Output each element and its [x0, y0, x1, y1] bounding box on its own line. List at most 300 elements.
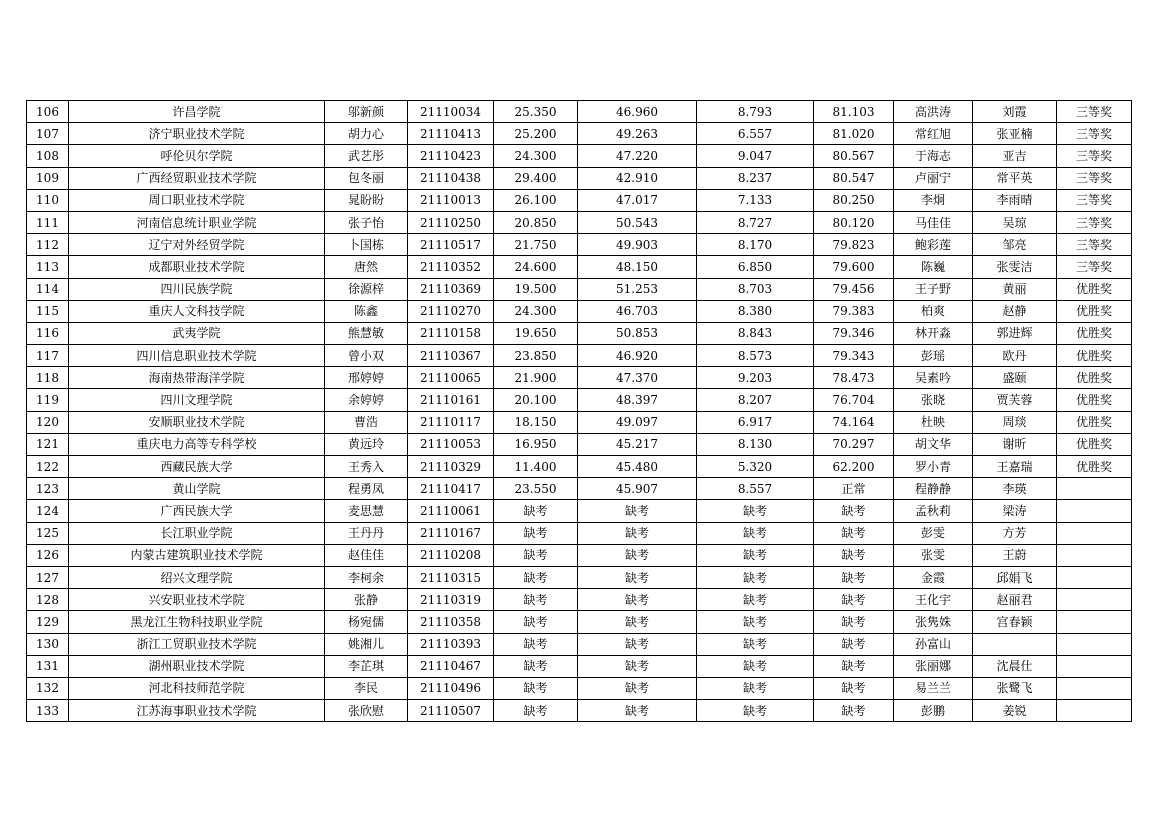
award-cell	[1057, 700, 1132, 722]
school-cell: 周口职业技术学院	[69, 189, 325, 211]
award-cell	[1057, 566, 1132, 588]
student-cell: 李柯余	[325, 566, 408, 588]
student-cell: 李芷琪	[325, 655, 408, 677]
score-c-cell: 9.047	[697, 145, 814, 167]
score-a-cell: 缺考	[494, 500, 578, 522]
student-cell: 麦思慧	[325, 500, 408, 522]
exam-id-cell: 21110161	[408, 389, 494, 411]
award-cell: 三等奖	[1057, 211, 1132, 233]
teacher-1-cell: 金霞	[894, 566, 973, 588]
student-cell: 程勇凤	[325, 478, 408, 500]
student-cell: 张静	[325, 589, 408, 611]
score-b-cell: 缺考	[578, 500, 697, 522]
award-cell: 三等奖	[1057, 145, 1132, 167]
score-a-cell: 23.550	[494, 478, 578, 500]
award-cell: 三等奖	[1057, 101, 1132, 123]
rank-cell: 106	[27, 101, 69, 123]
rank-cell: 116	[27, 322, 69, 344]
student-cell: 李民	[325, 677, 408, 699]
award-cell: 优胜奖	[1057, 433, 1132, 455]
score-b-cell: 49.903	[578, 234, 697, 256]
teacher-1-cell: 胡文华	[894, 433, 973, 455]
student-cell: 黄远玲	[325, 433, 408, 455]
total-score-cell: 80.120	[814, 211, 894, 233]
student-cell: 王秀入	[325, 456, 408, 478]
rank-cell: 112	[27, 234, 69, 256]
table-row	[27, 389, 1132, 411]
teacher-2-cell: 方芳	[973, 522, 1057, 544]
school-cell: 黄山学院	[69, 478, 325, 500]
table-row	[27, 167, 1132, 189]
school-cell: 辽宁对外经贸学院	[69, 234, 325, 256]
rank-cell: 121	[27, 433, 69, 455]
rank-cell: 115	[27, 300, 69, 322]
teacher-1-cell: 卢丽宁	[894, 167, 973, 189]
score-b-cell: 缺考	[578, 566, 697, 588]
school-cell: 兴安职业技术学院	[69, 589, 325, 611]
exam-id-cell: 21110061	[408, 500, 494, 522]
award-cell: 三等奖	[1057, 234, 1132, 256]
teacher-1-cell: 张隽姝	[894, 611, 973, 633]
results-table	[26, 100, 1132, 722]
total-score-cell: 76.704	[814, 389, 894, 411]
teacher-2-cell: 李雨晴	[973, 189, 1057, 211]
score-c-cell: 7.133	[697, 189, 814, 211]
score-b-cell: 45.907	[578, 478, 697, 500]
teacher-2-cell: 邹亮	[973, 234, 1057, 256]
score-c-cell: 8.727	[697, 211, 814, 233]
rank-cell: 124	[27, 500, 69, 522]
teacher-1-cell: 张丽娜	[894, 655, 973, 677]
student-cell: 曾小双	[325, 345, 408, 367]
teacher-2-cell: 王嘉瑞	[973, 456, 1057, 478]
total-score-cell: 缺考	[814, 700, 894, 722]
score-b-cell: 缺考	[578, 655, 697, 677]
award-cell: 三等奖	[1057, 256, 1132, 278]
score-a-cell: 23.850	[494, 345, 578, 367]
teacher-2-cell: 欧丹	[973, 345, 1057, 367]
score-c-cell: 8.703	[697, 278, 814, 300]
student-cell: 武艺彤	[325, 145, 408, 167]
teacher-2-cell: 张鹭飞	[973, 677, 1057, 699]
student-cell: 卜国栋	[325, 234, 408, 256]
teacher-2-cell: 谢昕	[973, 433, 1057, 455]
total-score-cell: 79.383	[814, 300, 894, 322]
score-c-cell: 8.573	[697, 345, 814, 367]
school-cell: 江苏海事职业技术学院	[69, 700, 325, 722]
teacher-1-cell: 罗小青	[894, 456, 973, 478]
total-score-cell: 缺考	[814, 589, 894, 611]
teacher-1-cell: 王化宇	[894, 589, 973, 611]
table-row	[27, 677, 1132, 699]
total-score-cell: 81.103	[814, 101, 894, 123]
total-score-cell: 缺考	[814, 611, 894, 633]
score-c-cell: 8.843	[697, 322, 814, 344]
table-body	[27, 101, 1132, 722]
school-cell: 四川文理学院	[69, 389, 325, 411]
score-a-cell: 缺考	[494, 589, 578, 611]
table-row	[27, 522, 1132, 544]
table-row	[27, 278, 1132, 300]
award-cell: 优胜奖	[1057, 322, 1132, 344]
table-row	[27, 500, 1132, 522]
table-row	[27, 322, 1132, 344]
total-score-cell: 80.547	[814, 167, 894, 189]
student-cell: 唐然	[325, 256, 408, 278]
total-score-cell: 79.346	[814, 322, 894, 344]
rank-cell: 132	[27, 677, 69, 699]
school-cell: 重庆电力高等专科学校	[69, 433, 325, 455]
teacher-2-cell: 李瑛	[973, 478, 1057, 500]
award-cell: 优胜奖	[1057, 456, 1132, 478]
score-b-cell: 缺考	[578, 633, 697, 655]
table-row	[27, 611, 1132, 633]
score-a-cell: 缺考	[494, 677, 578, 699]
total-score-cell: 缺考	[814, 522, 894, 544]
score-b-cell: 47.370	[578, 367, 697, 389]
score-c-cell: 8.380	[697, 300, 814, 322]
rank-cell: 123	[27, 478, 69, 500]
teacher-1-cell: 常红旭	[894, 123, 973, 145]
score-a-cell: 11.400	[494, 456, 578, 478]
score-b-cell: 50.853	[578, 322, 697, 344]
table-row	[27, 411, 1132, 433]
teacher-1-cell: 吴素吟	[894, 367, 973, 389]
student-cell: 包冬丽	[325, 167, 408, 189]
score-b-cell: 46.960	[578, 101, 697, 123]
score-c-cell: 8.793	[697, 101, 814, 123]
total-score-cell: 缺考	[814, 633, 894, 655]
school-cell: 长江职业学院	[69, 522, 325, 544]
score-c-cell: 缺考	[697, 566, 814, 588]
exam-id-cell: 21110329	[408, 456, 494, 478]
teacher-2-cell: 周琰	[973, 411, 1057, 433]
student-cell: 邢婷婷	[325, 367, 408, 389]
school-cell: 重庆人文科技学院	[69, 300, 325, 322]
school-cell: 浙江工贸职业技术学院	[69, 633, 325, 655]
school-cell: 广西经贸职业技术学院	[69, 167, 325, 189]
table-row	[27, 456, 1132, 478]
score-c-cell: 8.207	[697, 389, 814, 411]
score-c-cell: 缺考	[697, 500, 814, 522]
teacher-1-cell: 彭鹏	[894, 700, 973, 722]
rank-cell: 113	[27, 256, 69, 278]
total-score-cell: 缺考	[814, 655, 894, 677]
award-cell: 三等奖	[1057, 167, 1132, 189]
teacher-2-cell: 贾芙蓉	[973, 389, 1057, 411]
school-cell: 黑龙江生物科技职业学院	[69, 611, 325, 633]
rank-cell: 122	[27, 456, 69, 478]
exam-id-cell: 21110167	[408, 522, 494, 544]
school-cell: 海南热带海洋学院	[69, 367, 325, 389]
score-b-cell: 48.397	[578, 389, 697, 411]
award-cell	[1057, 677, 1132, 699]
score-b-cell: 45.217	[578, 433, 697, 455]
student-cell: 曹浩	[325, 411, 408, 433]
rank-cell: 127	[27, 566, 69, 588]
table-row	[27, 189, 1132, 211]
table-row	[27, 478, 1132, 500]
total-score-cell: 74.164	[814, 411, 894, 433]
score-c-cell: 9.203	[697, 367, 814, 389]
score-a-cell: 21.750	[494, 234, 578, 256]
score-c-cell: 6.557	[697, 123, 814, 145]
score-b-cell: 49.263	[578, 123, 697, 145]
award-cell: 三等奖	[1057, 189, 1132, 211]
school-cell: 西藏民族大学	[69, 456, 325, 478]
score-b-cell: 缺考	[578, 677, 697, 699]
total-score-cell: 79.823	[814, 234, 894, 256]
exam-id-cell: 21110158	[408, 322, 494, 344]
teacher-1-cell: 程静静	[894, 478, 973, 500]
rank-cell: 129	[27, 611, 69, 633]
table-row	[27, 123, 1132, 145]
school-cell: 绍兴文理学院	[69, 566, 325, 588]
award-cell: 优胜奖	[1057, 278, 1132, 300]
total-score-cell: 81.020	[814, 123, 894, 145]
award-cell	[1057, 633, 1132, 655]
student-cell: 张子怡	[325, 211, 408, 233]
table-row	[27, 145, 1132, 167]
score-a-cell: 21.900	[494, 367, 578, 389]
teacher-2-cell: 张雯洁	[973, 256, 1057, 278]
score-c-cell: 8.557	[697, 478, 814, 500]
student-cell: 杨宛儒	[325, 611, 408, 633]
score-b-cell: 49.097	[578, 411, 697, 433]
student-cell: 晁盼盼	[325, 189, 408, 211]
rank-cell: 111	[27, 211, 69, 233]
teacher-2-cell: 赵丽君	[973, 589, 1057, 611]
teacher-1-cell: 柏爽	[894, 300, 973, 322]
teacher-2-cell: 宫春颖	[973, 611, 1057, 633]
teacher-1-cell: 林开淼	[894, 322, 973, 344]
exam-id-cell: 21110417	[408, 478, 494, 500]
award-cell: 优胜奖	[1057, 300, 1132, 322]
score-b-cell: 42.910	[578, 167, 697, 189]
teacher-2-cell: 赵静	[973, 300, 1057, 322]
rank-cell: 118	[27, 367, 69, 389]
rank-cell: 130	[27, 633, 69, 655]
teacher-2-cell: 王蔚	[973, 544, 1057, 566]
exam-id-cell: 21110507	[408, 700, 494, 722]
score-c-cell: 缺考	[697, 589, 814, 611]
rank-cell: 131	[27, 655, 69, 677]
school-cell: 四川民族学院	[69, 278, 325, 300]
teacher-1-cell: 李炯	[894, 189, 973, 211]
score-c-cell: 缺考	[697, 611, 814, 633]
student-cell: 张欣慰	[325, 700, 408, 722]
score-a-cell: 25.350	[494, 101, 578, 123]
award-cell: 优胜奖	[1057, 411, 1132, 433]
school-cell: 呼伦贝尔学院	[69, 145, 325, 167]
exam-id-cell: 21110053	[408, 433, 494, 455]
student-cell: 邬新颜	[325, 101, 408, 123]
teacher-1-cell: 孙富山	[894, 633, 973, 655]
total-score-cell: 缺考	[814, 500, 894, 522]
exam-id-cell: 21110250	[408, 211, 494, 233]
exam-id-cell: 21110413	[408, 123, 494, 145]
total-score-cell: 79.343	[814, 345, 894, 367]
exam-id-cell: 21110393	[408, 633, 494, 655]
score-b-cell: 缺考	[578, 611, 697, 633]
teacher-2-cell: 盛颐	[973, 367, 1057, 389]
table-row	[27, 256, 1132, 278]
score-b-cell: 51.253	[578, 278, 697, 300]
exam-id-cell: 21110034	[408, 101, 494, 123]
score-b-cell: 45.480	[578, 456, 697, 478]
table-row	[27, 101, 1132, 123]
teacher-1-cell: 张雯	[894, 544, 973, 566]
rank-cell: 109	[27, 167, 69, 189]
score-a-cell: 缺考	[494, 544, 578, 566]
table-row	[27, 234, 1132, 256]
table-row	[27, 589, 1132, 611]
teacher-1-cell: 王子野	[894, 278, 973, 300]
score-c-cell: 缺考	[697, 633, 814, 655]
rank-cell: 125	[27, 522, 69, 544]
total-score-cell: 缺考	[814, 677, 894, 699]
student-cell: 徐源梓	[325, 278, 408, 300]
student-cell: 赵佳佳	[325, 544, 408, 566]
table-row	[27, 700, 1132, 722]
score-c-cell: 8.130	[697, 433, 814, 455]
rank-cell: 120	[27, 411, 69, 433]
school-cell: 武夷学院	[69, 322, 325, 344]
teacher-1-cell: 易兰兰	[894, 677, 973, 699]
student-cell: 熊慧敏	[325, 322, 408, 344]
score-a-cell: 20.850	[494, 211, 578, 233]
score-c-cell: 8.170	[697, 234, 814, 256]
teacher-1-cell: 陈巍	[894, 256, 973, 278]
exam-id-cell: 21110208	[408, 544, 494, 566]
teacher-2-cell: 亚吉	[973, 145, 1057, 167]
teacher-1-cell: 马佳佳	[894, 211, 973, 233]
total-score-cell: 62.200	[814, 456, 894, 478]
score-a-cell: 20.100	[494, 389, 578, 411]
score-c-cell: 缺考	[697, 655, 814, 677]
score-a-cell: 29.400	[494, 167, 578, 189]
school-cell: 成都职业技术学院	[69, 256, 325, 278]
score-a-cell: 缺考	[494, 566, 578, 588]
table-row	[27, 300, 1132, 322]
score-a-cell: 缺考	[494, 522, 578, 544]
school-cell: 内蒙古建筑职业技术学院	[69, 544, 325, 566]
award-cell	[1057, 611, 1132, 633]
table-row	[27, 433, 1132, 455]
teacher-2-cell: 吴琼	[973, 211, 1057, 233]
total-score-cell: 正常	[814, 478, 894, 500]
total-score-cell: 79.600	[814, 256, 894, 278]
teacher-1-cell: 彭雯	[894, 522, 973, 544]
total-score-cell: 缺考	[814, 544, 894, 566]
student-cell: 王丹丹	[325, 522, 408, 544]
exam-id-cell: 21110517	[408, 234, 494, 256]
score-a-cell: 25.200	[494, 123, 578, 145]
award-cell: 优胜奖	[1057, 389, 1132, 411]
school-cell: 四川信息职业技术学院	[69, 345, 325, 367]
award-cell: 优胜奖	[1057, 367, 1132, 389]
score-a-cell: 24.300	[494, 300, 578, 322]
school-cell: 许昌学院	[69, 101, 325, 123]
exam-id-cell: 21110467	[408, 655, 494, 677]
teacher-1-cell: 高洪涛	[894, 101, 973, 123]
teacher-2-cell: 黄丽	[973, 278, 1057, 300]
exam-id-cell: 21110438	[408, 167, 494, 189]
total-score-cell: 70.297	[814, 433, 894, 455]
total-score-cell: 78.473	[814, 367, 894, 389]
award-cell	[1057, 655, 1132, 677]
rank-cell: 108	[27, 145, 69, 167]
rank-cell: 119	[27, 389, 69, 411]
exam-id-cell: 21110496	[408, 677, 494, 699]
teacher-2-cell: 常平英	[973, 167, 1057, 189]
score-a-cell: 24.600	[494, 256, 578, 278]
score-a-cell: 缺考	[494, 611, 578, 633]
score-c-cell: 5.320	[697, 456, 814, 478]
score-c-cell: 缺考	[697, 522, 814, 544]
score-b-cell: 缺考	[578, 544, 697, 566]
score-b-cell: 48.150	[578, 256, 697, 278]
exam-id-cell: 21110270	[408, 300, 494, 322]
exam-id-cell: 21110367	[408, 345, 494, 367]
score-c-cell: 缺考	[697, 544, 814, 566]
score-c-cell: 缺考	[697, 700, 814, 722]
score-a-cell: 16.950	[494, 433, 578, 455]
award-cell: 三等奖	[1057, 123, 1132, 145]
table-row	[27, 367, 1132, 389]
score-b-cell: 缺考	[578, 700, 697, 722]
award-cell: 优胜奖	[1057, 345, 1132, 367]
teacher-1-cell: 鲍彩莲	[894, 234, 973, 256]
student-cell: 余婷婷	[325, 389, 408, 411]
student-cell: 陈鑫	[325, 300, 408, 322]
score-a-cell: 缺考	[494, 700, 578, 722]
teacher-1-cell: 孟秋莉	[894, 500, 973, 522]
student-cell: 姚湘儿	[325, 633, 408, 655]
table-row	[27, 544, 1132, 566]
score-b-cell: 46.920	[578, 345, 697, 367]
total-score-cell: 80.250	[814, 189, 894, 211]
table-row	[27, 566, 1132, 588]
exam-id-cell: 21110352	[408, 256, 494, 278]
rank-cell: 114	[27, 278, 69, 300]
score-c-cell: 6.850	[697, 256, 814, 278]
rank-cell: 133	[27, 700, 69, 722]
teacher-2-cell: 姜锐	[973, 700, 1057, 722]
score-b-cell: 47.017	[578, 189, 697, 211]
score-b-cell: 缺考	[578, 589, 697, 611]
award-cell	[1057, 589, 1132, 611]
school-cell: 湖州职业技术学院	[69, 655, 325, 677]
school-cell: 河南信息统计职业学院	[69, 211, 325, 233]
table-row	[27, 633, 1132, 655]
exam-id-cell: 21110319	[408, 589, 494, 611]
award-cell	[1057, 478, 1132, 500]
score-b-cell: 50.543	[578, 211, 697, 233]
rank-cell: 117	[27, 345, 69, 367]
score-a-cell: 19.650	[494, 322, 578, 344]
score-a-cell: 19.500	[494, 278, 578, 300]
score-c-cell: 8.237	[697, 167, 814, 189]
score-b-cell: 46.703	[578, 300, 697, 322]
school-cell: 济宁职业技术学院	[69, 123, 325, 145]
score-a-cell: 缺考	[494, 655, 578, 677]
teacher-1-cell: 张晓	[894, 389, 973, 411]
exam-id-cell: 21110358	[408, 611, 494, 633]
school-cell: 安顺职业技术学院	[69, 411, 325, 433]
teacher-2-cell: 郭进辉	[973, 322, 1057, 344]
rank-cell: 128	[27, 589, 69, 611]
